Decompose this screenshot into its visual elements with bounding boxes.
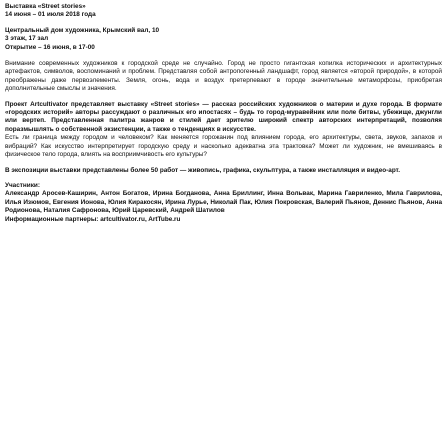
intro-paragraph: Внимание современных художников к городской среде не случайно. Город не просто гигантская копилка исторических и архитектурных артефактов, символов, воспоминаний и проблем. Представляя собой антропогенный ландшафт, город является «второй природой», в которой преображены даже первоэлементы. Земля, огонь, вода и воздух претерпевают в городе значительные метаморфозы, приобретая дополнительные смыслы и значения.	[5, 60, 442, 93]
exhibition-dates: 14 июня – 01 июля 2018 года	[5, 11, 96, 19]
participants-label: Участники:	[5, 181, 40, 189]
spacer	[5, 52, 442, 60]
project-paragraph: Проект Artcultivator представляет выставку «Street stories» — рассказ российских художников о материи и духе города. В формате «городских историй» авторы рассуждают о различных его ипостасях – будь то город-муравейник или поле битвы, убежище, джунгли или вертеп. Представленная палитра жанров и стилей дает зрителю широкий спектр авторских интерпретаций, позволяя поразмышлять о собственной экзистенции, а также о тенденциях в искусстве.	[5, 100, 442, 133]
info-partners: Информационные партнеры: artcultivator.ru, ArtTube.ru	[5, 215, 181, 223]
venue-place: Центральный дом художника, Крымский вал, 10	[5, 26, 160, 34]
questions-paragraph: Есть ли граница между городом и человеком? Как меняется горожанин под влиянием города, его архитектуры, света, звуков, запахов и вибраций? Как искусство интерпретирует городскую среду и насколько адекватна эта трактовка? Может ли художник, не вмешиваясь в физическое тело города, влиять на восприимчивость его культуры?	[5, 134, 442, 159]
venue-floor: 3 этаж, 17 зал	[5, 35, 49, 43]
participants-list: Александр Аросев-Каширин, Антон Богатов, Ирина Богданова, Анна Бриллинг, Инна Вольвак, Марина Гавриленко, Мила Гаврилова, Илья Изюмов, Евгения Ионова, Юлия Киракосян, Ирина Лурье, Николай Пак, Юлия Покровская, Валерий Пьянов, Деннис Пьянов, Анна Родионова, Наталия Сафронова, Юрий Царевский, Андрей Шатилов	[5, 190, 442, 215]
exhibition-title: Выставка «Street stories»	[5, 3, 86, 10]
press-release	[5, 3, 442, 224]
works-paragraph: В экспозиции выставки представлены более 50 работ — живопись, графика, скульптура, а также инсталляция и видео-арт.	[5, 166, 400, 174]
spacer	[5, 20, 442, 27]
opening-time: Открытие – 16 июня, в 17-00	[5, 43, 95, 51]
spacer	[5, 175, 442, 182]
spacer	[5, 94, 442, 101]
spacer	[5, 160, 442, 167]
